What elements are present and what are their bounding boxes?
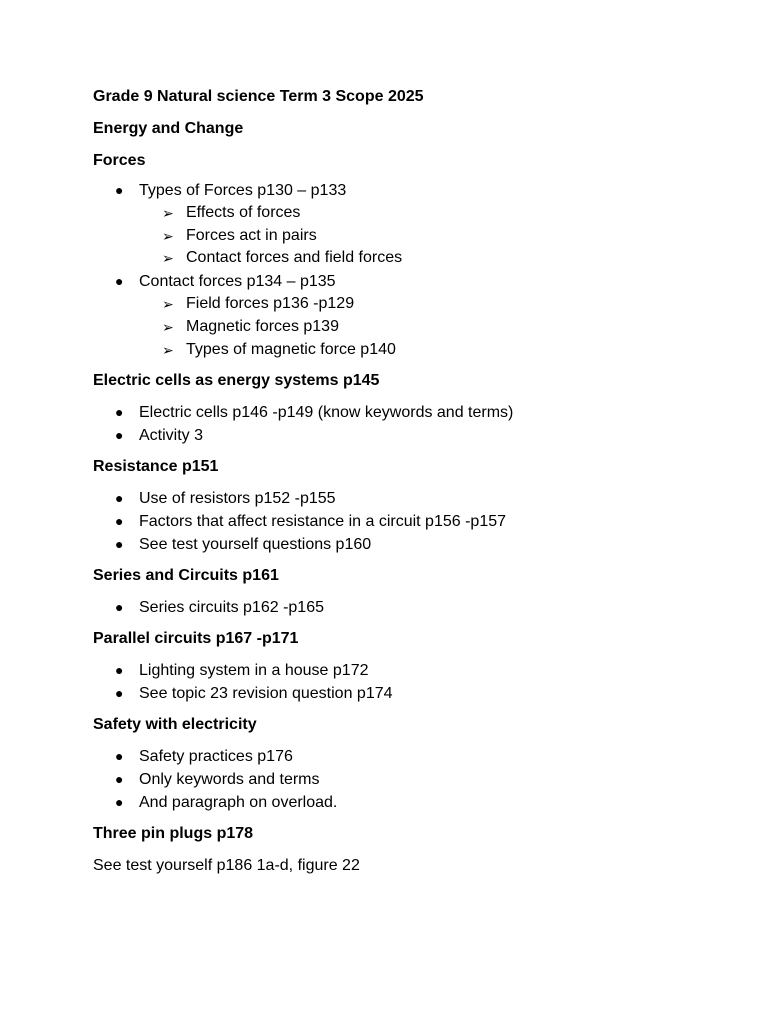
sublist-item-text: Types of magnetic force p140 [186,340,396,358]
list-item-text: Types of Forces p130 – p133 [139,182,347,199]
section-heading-series-circuits: Series and Circuits p161 [93,567,279,585]
arrow-icon: ➢ [162,296,174,313]
list-item [93,659,708,682]
list-item [93,533,708,556]
list-item [93,510,708,533]
list-item [93,424,708,447]
list-item-text: Safety practices p176 [139,748,293,766]
topic-heading: Energy and Change [93,120,244,137]
sublist-item [93,339,708,362]
sublist-item-text: Effects of forces [186,204,301,221]
safety-list [93,745,708,814]
list-item [93,270,708,361]
list-item-text: Activity 3 [139,427,204,445]
list-item-text: Electric cells p146 -p149 (know keywords and terms) [139,404,514,422]
section-heading-forces: Forces [93,152,146,169]
list-item [93,401,708,424]
list-item [93,791,708,814]
list-item [93,596,708,619]
series-circuits-list [93,596,708,619]
resistance-list [93,487,708,556]
section-heading-three-pin-plugs: Three pin plugs p178 [93,825,254,843]
bullet-icon: ● [115,513,124,530]
sublist-item-text: Magnetic forces p139 [186,317,339,335]
section-heading-safety: Safety with electricity [93,716,257,734]
sublist-item-text: Field forces p136 -p129 [186,295,355,313]
electric-cells-list [93,401,708,447]
sublist-item [93,202,708,225]
list-item-text: Only keywords and terms [139,771,320,789]
list-item-text: Factors that affect resistance in a circuit p156 -p157 [139,513,507,531]
bullet-icon: ● [115,662,124,679]
list-item [93,768,708,791]
section-heading-parallel-circuits: Parallel circuits p167 -p171 [93,630,299,648]
section-heading-resistance: Resistance p151 [93,458,219,476]
list-item-text: Lighting system in a house p172 [139,662,369,680]
sublist-item [93,225,708,248]
list-item-text: And paragraph on overload. [139,794,338,812]
bullet-icon: ● [115,490,124,507]
bullet-icon: ● [115,771,124,788]
sublist [93,293,708,361]
bullet-icon: ● [115,182,124,198]
arrow-icon: ➢ [162,227,174,244]
bullet-icon: ● [115,536,124,553]
list-item-text: Use of resistors p152 -p155 [139,490,336,508]
bullet-icon: ● [115,427,124,444]
list-item [93,179,708,270]
list-item [93,487,708,510]
bullet-icon: ● [115,794,124,811]
sublist-item [93,316,708,339]
bullet-icon: ● [115,685,124,702]
sublist [93,202,708,270]
arrow-icon: ➢ [162,341,174,358]
forces-list [93,179,708,361]
arrow-icon: ➢ [162,250,174,267]
bullet-icon: ● [115,748,124,765]
list-item-text: Contact forces p134 – p135 [139,273,336,291]
document-title: Grade 9 Natural science Term 3 Scope 2025 [93,88,424,105]
list-item [93,745,708,768]
arrow-icon: ➢ [162,318,174,335]
arrow-icon: ➢ [162,205,174,221]
sublist-item-text: Forces act in pairs [186,226,317,244]
bullet-icon: ● [115,599,124,616]
bullet-icon: ● [115,404,124,421]
list-item-text: See topic 23 revision question p174 [139,685,393,703]
section-heading-electric-cells: Electric cells as energy systems p145 [93,372,380,390]
parallel-circuits-list [93,659,708,705]
list-item-text: See test yourself questions p160 [139,536,372,554]
list-item-text: Series circuits p162 -p165 [139,599,324,617]
bullet-icon: ● [115,273,124,290]
sublist-item [93,247,708,270]
sublist-item [93,293,708,316]
list-item [93,682,708,705]
sublist-item-text: Contact forces and field forces [186,249,403,267]
final-note: See test yourself p186 1a-d, figure 22 [93,857,360,875]
